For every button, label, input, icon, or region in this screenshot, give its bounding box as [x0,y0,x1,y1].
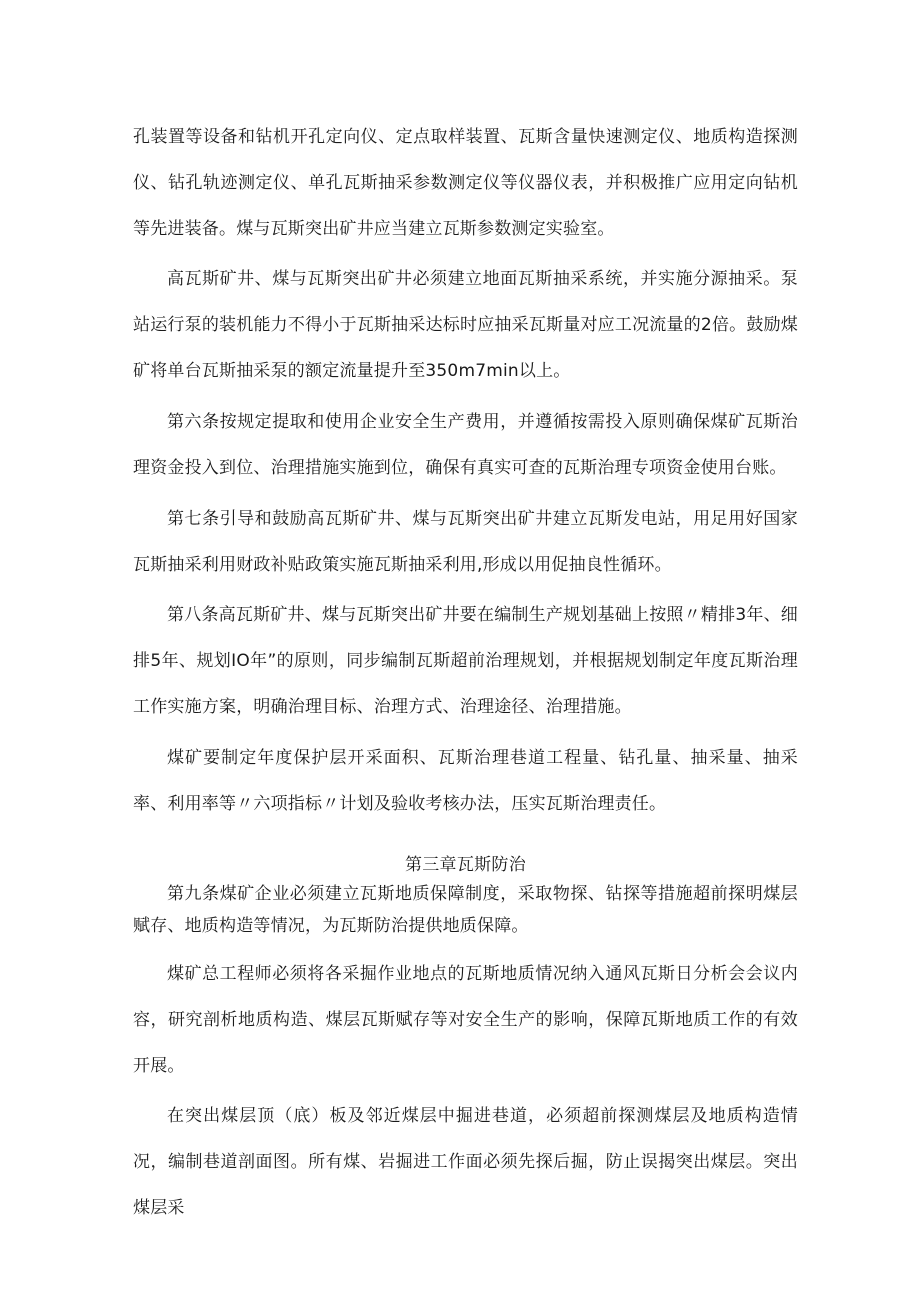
chapter-heading: 第三章瓦斯防治 [404,855,527,875]
paragraph-5: 第八条高瓦斯矿井、煤与瓦斯突出矿井要在编制生产规划基础上按照〃精排3年、细排5年、规划IO年”的原则，同步编制瓦斯超前治理规划，并根据规划制定年度瓦斯治理工作实施方案，明确治理目标、治理方式、治理途径、治理措施。 [133,605,798,717]
paragraph-1: 孔装置等设备和钻机开孔定向仪、定点取样装置、瓦斯含量快速测定仪、地质构造探测仪、钻孔轨迹测定仪、单孔瓦斯抽采参数测定仪等仪器仪表，并积极推广应用定向钻机等先进装备。煤与瓦斯突出矿井应当建立瓦斯参数测定实验室。 [133,127,798,239]
paragraph-2: 高瓦斯矿井、煤与瓦斯突出矿井必须建立地面瓦斯抽采系统，并实施分源抽采。泵站运行泵的装机能力不得小于瓦斯抽采达标时应抽采瓦斯量对应工况流量的2倍。鼓励煤矿将单台瓦斯抽采泵的额定流量提升至350m7min以上。 [133,269,798,381]
paragraph-8: 煤矿总工程师必须将各采掘作业地点的瓦斯地质情况纳入通风瓦斯日分析会会议内容，研究剖析地质构造、煤层瓦斯赋存等对安全生产的影响，保障瓦斯地质工作的有效开展。 [133,964,798,1076]
paragraph-3: 第六条按规定提取和使用企业安全生产费用，并遵循按需投入原则确保煤矿瓦斯治理资金投入到位、治理措施实施到位，确保有真实可查的瓦斯治理专项资金使用台账。 [133,412,798,478]
paragraph-6: 煤矿要制定年度保护层开采面积、瓦斯治理巷道工程量、钻孔量、抽采量、抽采率、利用率等〃六项指标〃计划及验收考核办法，压实瓦斯治理责任。 [133,748,798,814]
paragraph-7: 第九条煤矿企业必须建立瓦斯地质保障制度，采取物探、钻探等措施超前探明煤层赋存、地质构造等情况，为瓦斯防治提供地质保障。 [133,884,798,936]
paragraph-4: 第七条引导和鼓励高瓦斯矿井、煤与瓦斯突出矿井建立瓦斯发电站，用足用好国家瓦斯抽采利用财政补贴政策实施瓦斯抽采利用,形成以用促抽良性循环。 [133,509,798,575]
paragraph-9: 在突出煤层顶（底）板及邻近煤层中掘进巷道，必须超前探测煤层及地质构造情况，编制巷道剖面图。所有煤、岩掘进工作面必须先探后掘，防止误揭突出煤层。突出煤层采 [133,1106,798,1218]
